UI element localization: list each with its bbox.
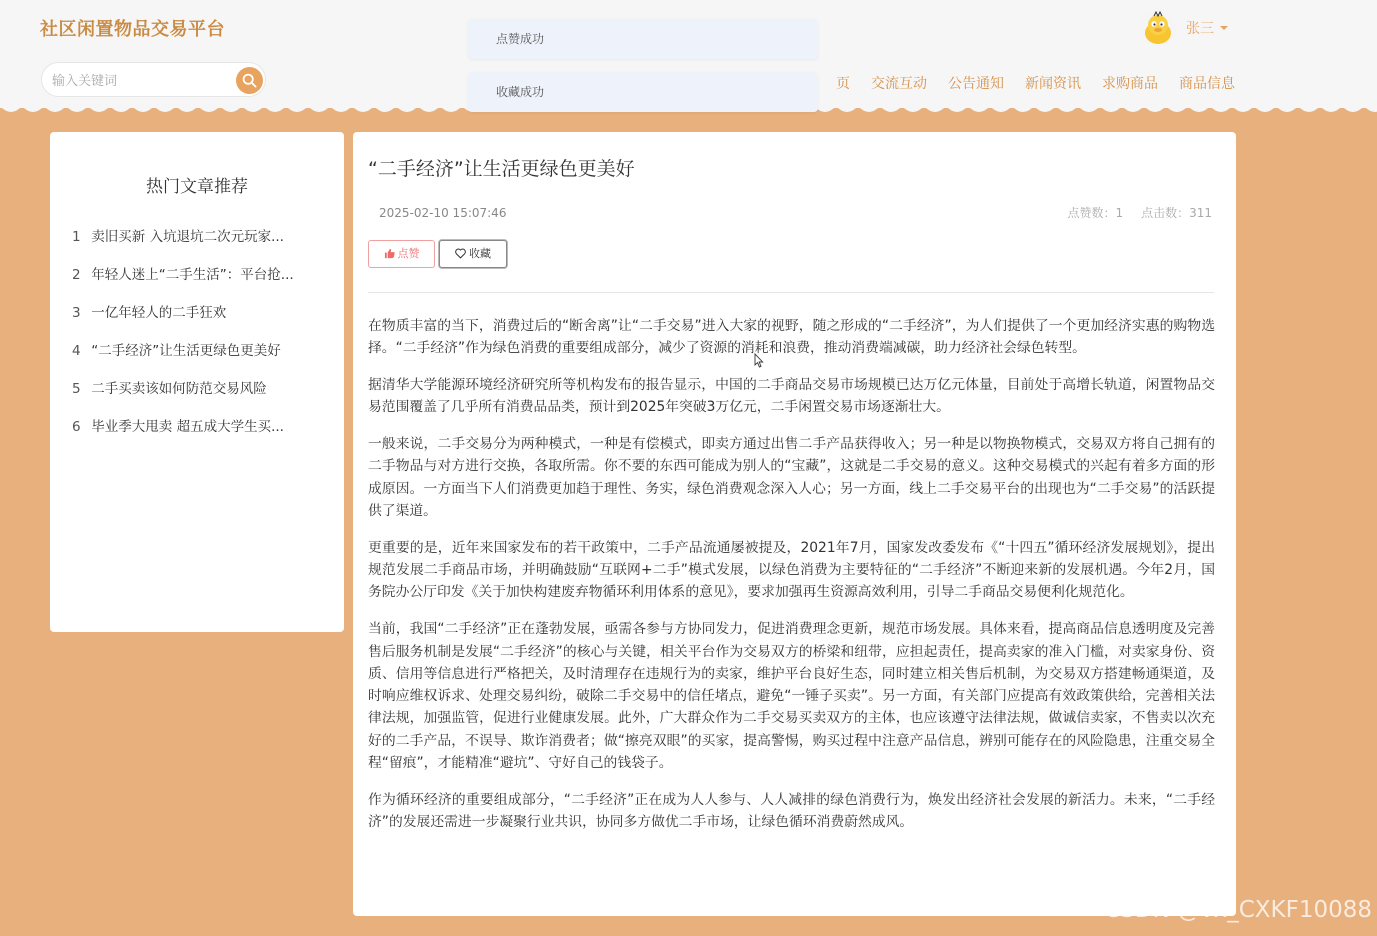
toast-like-success: 点赞成功	[468, 19, 818, 59]
search-button[interactable]	[236, 67, 263, 94]
thumbs-up-icon	[384, 248, 395, 259]
hot-article-item[interactable]	[72, 415, 322, 453]
favorite-button[interactable]	[439, 240, 507, 268]
hot-article-title[interactable]: “二手经济”让生活更绿色更美好	[91, 343, 281, 359]
article-title: “二手经济”让生活更绿色更美好	[368, 158, 635, 180]
user-menu[interactable]	[1140, 8, 1228, 48]
hot-article-item[interactable]	[72, 225, 322, 263]
text-cursor-icon	[754, 353, 764, 369]
hot-article-item[interactable]	[72, 377, 322, 415]
click-count: 点击数：311	[1141, 206, 1212, 220]
hot-article-rank: 3	[72, 305, 81, 321]
main-nav	[815, 73, 1235, 93]
like-button[interactable]	[368, 240, 435, 268]
article-stats	[1049, 204, 1212, 221]
hot-article-item[interactable]	[72, 339, 322, 377]
divider	[368, 292, 1214, 293]
watermark: CSDN @vx_CXKF10088	[1104, 897, 1372, 923]
hot-article-title[interactable]: 年轻人迷上“二手生活”：平台抢...	[91, 267, 294, 283]
hot-article-item[interactable]	[72, 301, 322, 339]
hot-article-item[interactable]	[72, 263, 322, 301]
hot-article-rank: 4	[72, 343, 81, 359]
hot-article-rank: 5	[72, 381, 81, 397]
article-paragraph: 当前，我国“二手经济”正在蓬勃发展，亟需各参与方协同发力，促进消费理念更新，规范市场发展。具体来看，提高商品信息透明度及完善售后服务机制是发展“二手经济”的核心与关键，相关平台作为交易双方的桥梁和纽带，应担起责任，提高卖家的准入门槛，对卖家身份、资质、信用等信息进行严格把关，及时清理存在违规行为的卖家，维护平台良好生态，同时建立相关售后机制，为交易双方搭建畅通渠道，及时响应维权诉求、处理交易纠纷，破除二手交易中的信任堵点，避免“一锤子买卖”。另一方面，有关部门应提高有效政策供给，完善相关法律法规，加强监管，促进行业健康发展。此外，广大群众作为二手交易买卖双方的主体，也应该遵守法律法规，做诚信卖家，不售卖以次充好的二手产品，不误导、欺诈消费者；做“擦亮双眼”的买家，提高警惕，购买过程中注意产品信息，辨别可能存在的风险隐患，注重交易全程“留痕”，才能精准“避坑”、守好自己的钱袋子。	[368, 621, 1215, 772]
hot-article-rank: 2	[72, 267, 81, 283]
hot-article-title[interactable]: 一亿年轻人的二手狂欢	[91, 305, 227, 321]
search-input[interactable]	[50, 71, 234, 91]
search-icon	[242, 73, 257, 88]
favorite-button-label: 收藏	[469, 247, 491, 260]
hot-articles-title: 热门文章推荐	[146, 177, 248, 197]
article-body	[368, 315, 1215, 848]
nav-item-news[interactable]: 新闻资讯	[1025, 76, 1081, 92]
hot-article-rank: 1	[72, 229, 81, 245]
chevron-down-icon[interactable]	[1220, 26, 1228, 30]
avatar[interactable]	[1140, 10, 1176, 46]
article-date: 2025-02-10 15:07:46	[379, 206, 507, 220]
nav-item-forum[interactable]: 交流互动	[871, 76, 927, 92]
hot-article-rank: 6	[72, 419, 81, 435]
nav-item-home[interactable]: 页	[836, 76, 850, 92]
article-paragraph: 在物质丰富的当下，消费过后的“断舍离”让“二手交易”进入大家的视野，随之形成的“二手经济”，为人们提供了一个更加经济实惠的购物选择。“二手经济”作为绿色消费的重要组成部分，减少了资源的消耗和浪费，推动消费端减碳，助力经济社会绿色转型。	[368, 318, 1215, 357]
username[interactable]: 张三	[1186, 21, 1214, 37]
article-paragraph: 作为循环经济的重要组成部分，“二手经济”正在成为人人参与、人人减排的绿色消费行为，焕发出经济社会发展的新活力。未来，“二手经济”的发展还需进一步凝聚行业共识，协同多方做优二手市场，让绿色循环消费蔚然成风。	[368, 791, 1215, 831]
hot-article-title[interactable]: 毕业季大甩卖 超五成大学生买...	[91, 419, 284, 435]
nav-item-notice[interactable]: 公告通知	[948, 76, 1004, 92]
like-count: 点赞数：1	[1067, 206, 1124, 220]
article-paragraph: 更重要的是，近年来国家发布的若干政策中，二手产品流通屡被提及，2021年7月，国家发改委发布《“十四五”循环经济发展规划》，提出规范发展二手商品市场，并明确鼓励“互联网+二手”模式发展，以绿色消费为主要特征的“二手经济”不断迎来新的发展机遇。今年2月，国务院办公厅印发《关于加快构建废弃物循环利用体系的意见》，要求加强再生资源高效利用，引导二手商品交易便利化规范化。	[368, 539, 1215, 601]
article-panel	[353, 132, 1236, 916]
site-title[interactable]: 社区闲置物品交易平台	[40, 19, 225, 40]
hot-article-title[interactable]: 二手买卖该如何防范交易风险	[91, 381, 267, 397]
search-box	[41, 62, 266, 97]
nav-item-wanted[interactable]: 求购商品	[1102, 76, 1158, 92]
hot-article-title[interactable]: 卖旧买新 入坑退坑二次元玩家...	[91, 229, 284, 245]
article-paragraph: 一般来说，二手交易分为两种模式，一种是有偿模式，即卖方通过出售二手产品获得收入；另一种是以物换物模式，交易双方将自己拥有的二手物品与对方进行交换，各取所需。你不要的东西可能成为别人的“宝藏”，这就是二手交易的意义。这种交易模式的兴起有着多方面的形成原因。一方面当下人们消费更加趋于理性、务实，绿色消费观念深入人心；另一方面，线上二手交易平台的出现也为“二手交易”的活跃提供了渠道。	[368, 436, 1215, 520]
heart-icon	[455, 248, 466, 259]
hot-articles-panel	[50, 132, 344, 632]
hot-articles-list	[72, 225, 322, 453]
nav-item-goods[interactable]: 商品信息	[1179, 76, 1235, 92]
toast-favorite-success: 收藏成功	[468, 72, 818, 112]
article-paragraph: 据清华大学能源环境经济研究所等机构发布的报告显示，中国的二手商品交易市场规模已达万亿元体量，目前处于高增长轨道，闲置物品交易范围覆盖了几乎所有消费品品类，预计到2025年突破3万亿元，二手闲置交易市场逐渐壮大。	[368, 377, 1215, 416]
like-button-label: 点赞	[397, 247, 420, 260]
duck-avatar-icon	[1140, 10, 1176, 46]
